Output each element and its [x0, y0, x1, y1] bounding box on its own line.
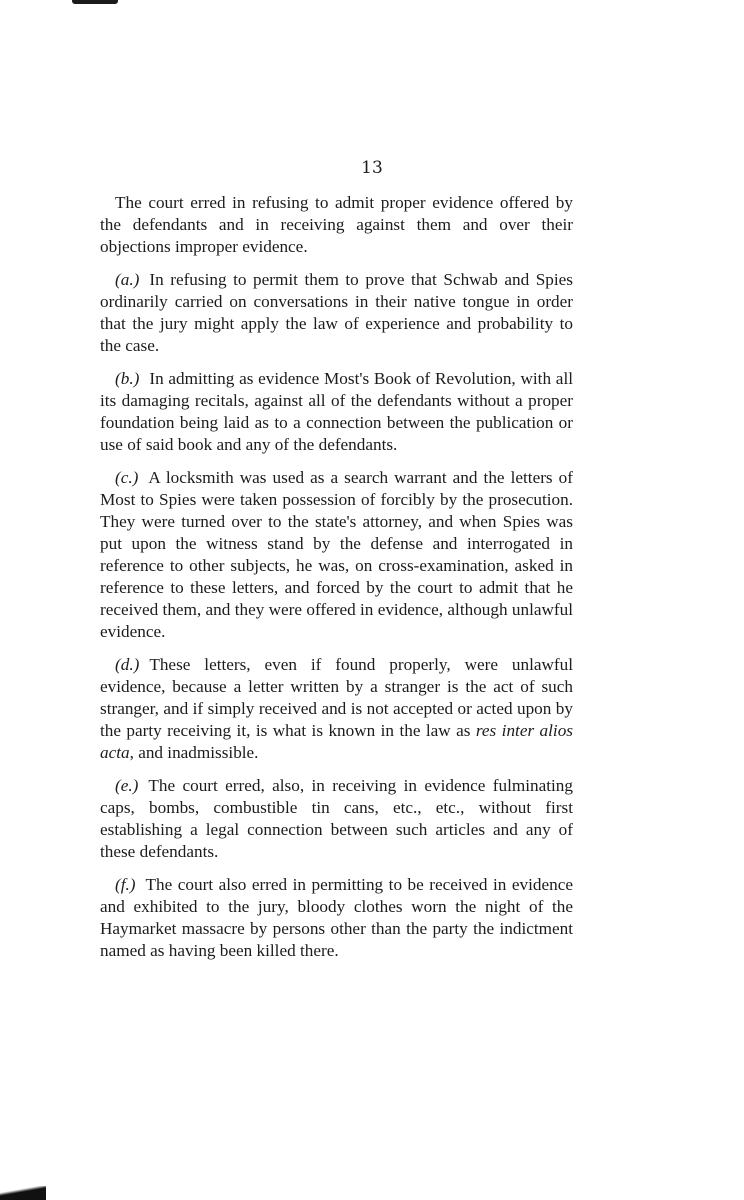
item-d — [100, 654, 573, 764]
item-text: The court also erred in permitting to be received in evidence and exhibited to the jury, bloody clothes worn the night of the Haymarket massacre by persons other than the party the indictment named as having been killed there. — [100, 875, 573, 960]
item-label: (b.) — [115, 369, 140, 388]
scan-artifact-bottom — [0, 1186, 46, 1200]
item-b — [100, 368, 573, 456]
item-f — [100, 874, 573, 962]
item-text: In refusing to permit them to prove that Schwab and Spies ordinarily carried on conversations in their native tongue in order that the jury might apply the law of experience and probability to the case. — [100, 270, 573, 355]
item-label: (d.) — [115, 655, 140, 674]
page-number: 13 — [361, 158, 383, 178]
item-label: (f.) — [115, 875, 136, 894]
latin-phrase: res inter alios acta — [100, 721, 573, 762]
item-a — [100, 269, 573, 357]
item-text: A locksmith was used as a search warrant and the letters of Most to Spies were taken possession of forcibly by the prosecution. They were turned over to the state's attorney, and when Spies was put upon the witness stand by the defense and interrogated in reference to other subjects, he was, on cross-examination, asked in reference to these letters, and forced by the court to admit that he received them, and they were offered in evidence, although unlawful evidence. — [100, 468, 573, 641]
item-text-end: , and inadmissible. — [129, 743, 259, 762]
intro-paragraph: The court erred in refusing to admit proper evidence offered by the defendants and in receiving against them and over their objections improper evidence. — [100, 193, 573, 256]
item-label: (a.) — [115, 270, 140, 289]
scan-artifact-top — [72, 0, 118, 4]
body-text — [100, 192, 573, 973]
item-label: (c.) — [115, 468, 139, 487]
item-c — [100, 467, 573, 643]
item-text: These letters, even if found properly, were unlawful evidence, because a letter written by a stranger is the act of such stranger, and if simply received and is not accepted or acted upon by the party receiving it, is what is known in the law as — [100, 655, 573, 740]
item-text: The court erred, also, in receiving in evidence fulminating caps, bombs, combustible tin cans, etc., etc., without first establishing a legal connection between such articles and any of these defendants. — [100, 776, 573, 861]
item-e — [100, 775, 573, 863]
item-label: (e.) — [115, 776, 139, 795]
item-text: In admitting as evidence Most's Book of Revolution, with all its damaging recitals, against all of the defendants without a proper foundation being laid as to a connection between the publication or use of said book and any of the defendants. — [100, 369, 573, 454]
